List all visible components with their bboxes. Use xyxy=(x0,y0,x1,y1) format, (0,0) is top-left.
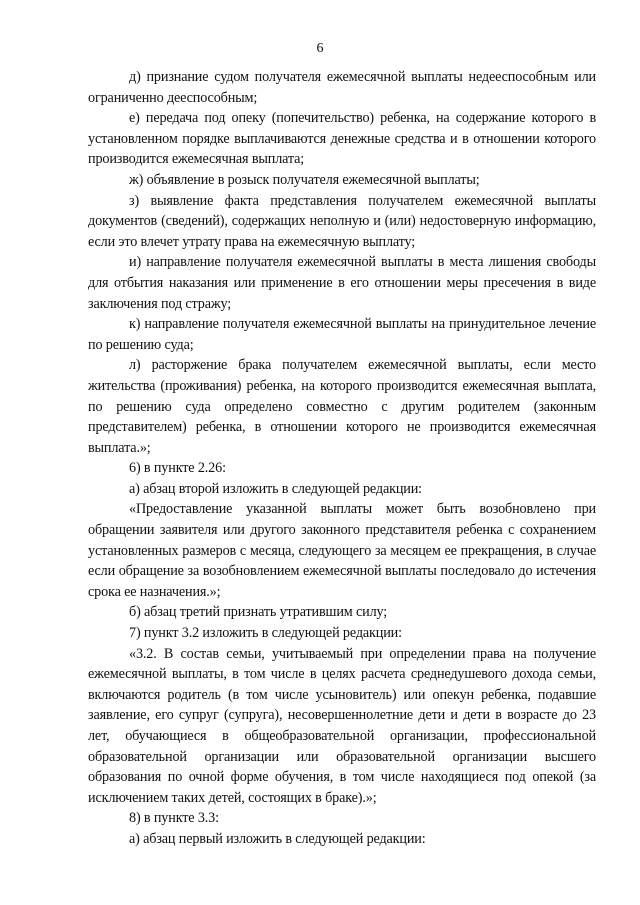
paragraph-item-d: д) признание судом получателя ежемесячной выплаты недееспособным или ограниченно дееспособным; xyxy=(88,69,596,106)
paragraph-point-6a: а) абзац второй изложить в следующей редакции: xyxy=(129,480,422,497)
paragraph-item-z: з) выявление факта представления получателем ежемесячной выплаты документов (сведений), содержащих неполную и (или) недостоверную информацию, если это влечет утрату права на ежемесячную выплату; xyxy=(88,192,596,250)
paragraph-point-8: 8) в пункте 3.3: xyxy=(129,810,219,827)
paragraph-quote-3-2: «3.2. В состав семьи, учитываемый при определении права на получение ежемесячной выплаты, в том числе в целях расчета среднедушевого дохода семьи, включаются родитель (в том числе усыновитель) или опекун ребенка, подавшие заявление, его супруг (супруга), несовершеннолетние дети и дети в возрасте до 23 лет, обучающиеся в общеобразовательной организации, профессиональной образовательной организации или образовательной организации высшего образования по очной форме обучения, в том числе находящиеся под опекой (за исключением таких детей, состоящих в браке).»; xyxy=(88,645,596,806)
paragraph-quote-2-26: «Предоставление указанной выплаты может быть возобновлено при обращении заявителя или другого законного представителя ребенка с сохранением установленных размеров с месяца, следующего за месяцем ее прекращения, в случае если обращение за возобновлением ежемесячной выплаты последовало до истечения срока ее назначения.»; xyxy=(88,501,596,600)
paragraph-point-8a: а) абзац первый изложить в следующей редакции: xyxy=(129,830,426,847)
paragraph-item-k: к) направление получателя ежемесячной выплаты на принудительное лечение по решению суда; xyxy=(88,316,596,353)
paragraph-item-l: л) расторжение брака получателем ежемесячной выплаты, если место жительства (проживания) ребенка, на которого производится ежемесячная выплата, по решению суда определено совместно с другим родителем (законным представителем) ребенка, в отношении которого не производится ежемесячная выплата.»; xyxy=(88,357,596,456)
paragraph-item-i: и) направление получателя ежемесячной выплаты в места лишения свободы для отбытия наказания или применение в его отношении меры пресечения в виде заключения под стражу; xyxy=(88,254,596,312)
paragraph-item-zh: ж) объявление в розыск получателя ежемесячной выплаты; xyxy=(129,171,480,188)
page-number: 6 xyxy=(316,41,324,56)
paragraph-point-6b: б) абзац третий признать утратившим силу; xyxy=(129,604,388,621)
paragraph-point-7: 7) пункт 3.2 изложить в следующей редакции: xyxy=(129,625,402,642)
paragraph-point-6: 6) в пункте 2.26: xyxy=(129,460,226,477)
paragraph-item-e: е) передача под опеку (попечительство) ребенка, на содержание которого в установленном порядке выплачиваются денежные средства и в отношении которого производится ежемесячная выплата; xyxy=(88,110,596,168)
document-body xyxy=(88,67,596,850)
